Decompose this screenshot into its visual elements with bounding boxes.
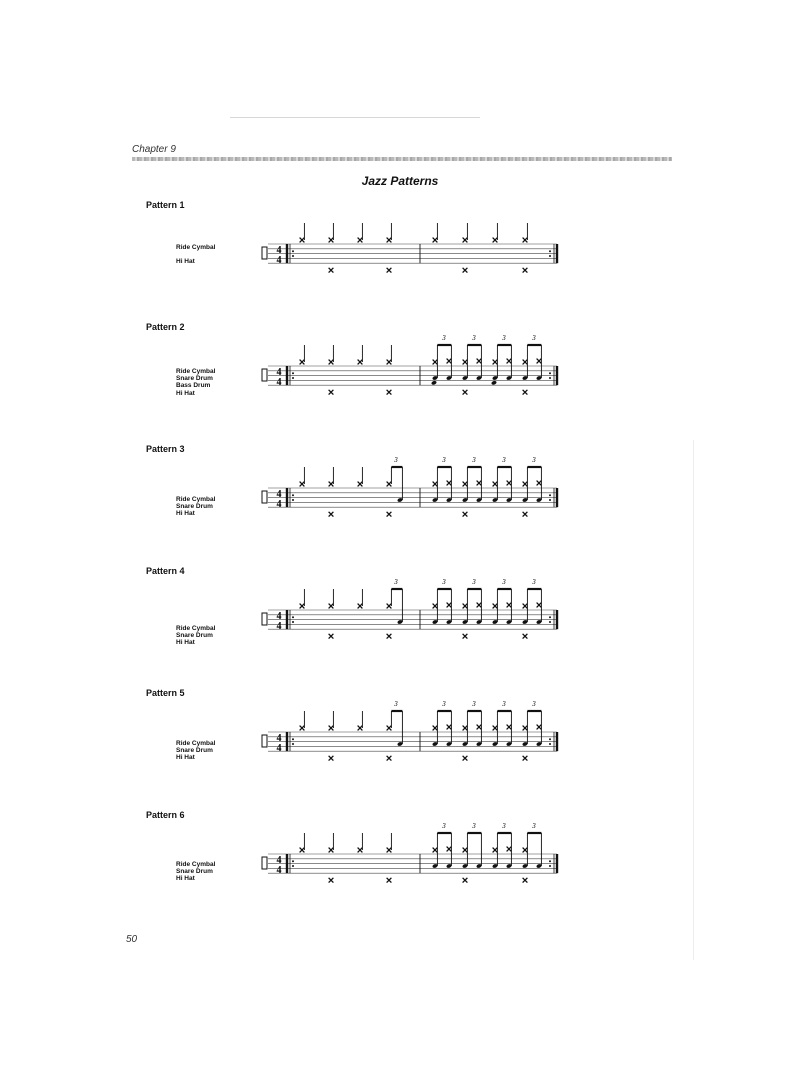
cymbal-note [433,360,438,365]
instrument-label: Snare Drum [176,868,213,876]
cymbal-note [300,848,305,853]
cymbal-note [329,848,334,853]
scan-edge [693,440,694,960]
cymbal-note [329,726,334,731]
cymbal-note [537,603,542,608]
cymbal-note [447,481,452,486]
time-signature-bottom: 4 [276,621,282,632]
cymbal-note [477,359,482,364]
cymbal-note [537,725,542,730]
cymbal-note [433,726,438,731]
instrument-label: Hi Hat [176,258,195,266]
triplet-mark: 3 [442,578,446,586]
repeat-dot [549,621,551,623]
staff-svg [250,688,580,798]
instrument-label: Ride Cymbal [176,625,216,632]
cymbal-note [329,512,334,517]
instrument-label: Hi Hat [176,639,195,647]
repeat-dot [549,865,551,867]
percussion-clef [262,735,267,747]
time-signature-top: 4 [276,245,282,256]
cymbal-note [463,634,468,639]
cymbal-note [300,604,305,609]
time-signature-bottom: 4 [276,377,282,388]
triplet-mark: 3 [502,456,506,464]
time-signature-bottom: 4 [276,865,282,876]
pattern-label: Pattern 2 [146,322,185,332]
drum-note [431,380,437,385]
cymbal-note [463,238,468,243]
cymbal-note [387,390,392,395]
cymbal-note [447,725,452,730]
triplet-mark: 3 [472,334,476,342]
cymbal-note [329,360,334,365]
triplet-mark: 3 [394,578,398,586]
cymbal-note [300,726,305,731]
repeat-dot [549,372,551,374]
instrument-label: Hi Hat [176,754,195,762]
repeat-dot [549,616,551,618]
cymbal-note [493,726,498,731]
cymbal-note [507,359,512,364]
cymbal-note [507,603,512,608]
cymbal-note [507,847,512,852]
cymbal-note [523,726,528,731]
cymbal-note [358,482,363,487]
percussion-clef [262,491,267,503]
cymbal-note [447,603,452,608]
instrument-list [176,740,215,762]
triplet-mark: 3 [532,334,536,342]
instrument-list [176,625,215,647]
page-number: 50 [126,934,138,945]
triplet-mark: 3 [532,456,536,464]
staff-svg [250,322,580,432]
instrument-list [176,244,215,265]
instrument-label: Ride Cymbal [176,368,216,375]
cymbal-note [387,604,392,609]
staff-svg [250,810,580,920]
triplet-mark: 3 [472,456,476,464]
repeat-dot [549,377,551,379]
instrument-label: Snare Drum [176,747,213,755]
cymbal-note [447,359,452,364]
page-title: Jazz Patterns [361,174,439,188]
staff-svg [250,566,580,676]
cymbal-note [387,848,392,853]
cymbal-note [387,268,392,273]
top-scan-line [230,117,480,118]
cymbal-note [523,634,528,639]
percussion-clef [262,857,267,869]
triplet-mark: 3 [532,700,536,708]
pattern-label: Pattern 1 [146,200,185,210]
cymbal-note [447,847,452,852]
repeat-dot [292,865,294,867]
triplet-mark: 3 [472,700,476,708]
cymbal-note [433,238,438,243]
time-signature-top: 4 [276,855,282,866]
triplet-mark: 3 [502,700,506,708]
cymbal-note [329,634,334,639]
cymbal-note [523,756,528,761]
time-signature-bottom: 4 [276,499,282,510]
cymbal-note [523,512,528,517]
cymbal-note [358,848,363,853]
cymbal-note [358,238,363,243]
percussion-clef [262,369,267,381]
cymbal-note [507,481,512,486]
triplet-mark: 3 [502,334,506,342]
repeat-dot [292,621,294,623]
repeat-dot [549,743,551,745]
instrument-list [176,368,215,397]
cymbal-note [387,360,392,365]
pattern-label: Pattern 5 [146,688,185,698]
cymbal-note [329,878,334,883]
cymbal-note [387,726,392,731]
cymbal-note [300,238,305,243]
cymbal-note [463,726,468,731]
cymbal-note [387,634,392,639]
instrument-label: Ride Cymbal [176,861,216,868]
cymbal-note [433,848,438,853]
cymbal-note [387,512,392,517]
pattern-4 [0,566,800,676]
repeat-dot [549,738,551,740]
triplet-mark: 3 [532,822,536,830]
cymbal-note [537,359,542,364]
instrument-list [176,496,215,518]
triplet-mark: 3 [394,456,398,464]
time-signature-top: 4 [276,489,282,500]
cymbal-note [523,360,528,365]
triplet-mark: 3 [442,334,446,342]
instrument-label: Hi Hat [176,389,195,397]
header-rule [132,157,672,161]
cymbal-note [329,238,334,243]
cymbal-note [507,725,512,730]
cymbal-note [477,481,482,486]
cymbal-note [358,726,363,731]
triplet-mark: 3 [442,822,446,830]
instrument-label: Bass Drum [176,382,211,390]
pattern-label: Pattern 4 [146,566,185,576]
cymbal-note [523,604,528,609]
staff-svg [250,444,580,554]
time-signature-bottom: 4 [276,743,282,754]
instrument-label: Ride Cymbal [176,496,216,503]
cymbal-note [493,604,498,609]
cymbal-note [523,878,528,883]
triplet-mark: 3 [502,822,506,830]
instrument-list [176,861,215,883]
cymbal-note [387,878,392,883]
repeat-dot [292,860,294,862]
cymbal-note [387,482,392,487]
repeat-dot [549,860,551,862]
pattern-6 [0,810,800,920]
time-signature-top: 4 [276,733,282,744]
triplet-mark: 3 [394,700,398,708]
instrument-label: Hi Hat [176,510,195,518]
cymbal-note [523,268,528,273]
triplet-mark: 3 [442,700,446,708]
cymbal-note [358,604,363,609]
cymbal-note [329,268,334,273]
time-signature-top: 4 [276,611,282,622]
cymbal-note [433,604,438,609]
cymbal-note [463,604,468,609]
cymbal-note [477,603,482,608]
cymbal-note [523,238,528,243]
cymbal-note [329,604,334,609]
triplet-mark: 3 [502,578,506,586]
repeat-dot [292,255,294,257]
pattern-label: Pattern 3 [146,444,185,454]
cymbal-note [537,481,542,486]
staff-svg [250,200,580,310]
instrument-label: Ride Cymbal [176,244,216,251]
cymbal-note [463,390,468,395]
time-signature-top: 4 [276,367,282,378]
instrument-label: Hi Hat [176,875,195,883]
repeat-dot [292,372,294,374]
repeat-dot [292,616,294,618]
cymbal-note [463,482,468,487]
cymbal-note [463,878,468,883]
percussion-clef [262,613,267,625]
cymbal-note [493,360,498,365]
time-signature-bottom: 4 [276,255,282,266]
triplet-mark: 3 [472,578,476,586]
chapter-label: Chapter 9 [132,144,176,155]
cymbal-note [463,848,468,853]
repeat-dot [292,743,294,745]
repeat-dot [292,499,294,501]
cymbal-note [463,756,468,761]
repeat-dot [292,494,294,496]
triplet-mark: 3 [442,456,446,464]
cymbal-note [523,848,528,853]
cymbal-note [493,238,498,243]
cymbal-note [300,360,305,365]
repeat-dot [549,255,551,257]
instrument-label: Snare Drum [176,375,213,383]
cymbal-note [433,482,438,487]
repeat-dot [549,250,551,252]
triplet-mark: 3 [472,822,476,830]
cymbal-note [463,512,468,517]
cymbal-note [463,360,468,365]
cymbal-note [329,482,334,487]
pattern-5 [0,688,800,798]
cymbal-note [477,725,482,730]
cymbal-note [329,390,334,395]
cymbal-note [358,360,363,365]
repeat-dot [292,738,294,740]
cymbal-note [463,268,468,273]
cymbal-note [493,848,498,853]
cymbal-note [523,390,528,395]
repeat-dot [292,250,294,252]
triplet-mark: 3 [532,578,536,586]
cymbal-note [387,238,392,243]
cymbal-note [387,756,392,761]
pattern-1 [0,200,800,310]
percussion-clef [262,247,267,259]
cymbal-note [493,482,498,487]
instrument-label: Ride Cymbal [176,740,216,747]
instrument-label: Snare Drum [176,503,213,511]
cymbal-note [523,482,528,487]
pattern-2 [0,322,800,432]
cymbal-note [329,756,334,761]
pattern-3 [0,444,800,554]
pattern-label: Pattern 6 [146,810,185,820]
cymbal-note [300,482,305,487]
repeat-dot [549,494,551,496]
instrument-label: Snare Drum [176,632,213,640]
drum-note [491,380,497,385]
repeat-dot [292,377,294,379]
repeat-dot [549,499,551,501]
